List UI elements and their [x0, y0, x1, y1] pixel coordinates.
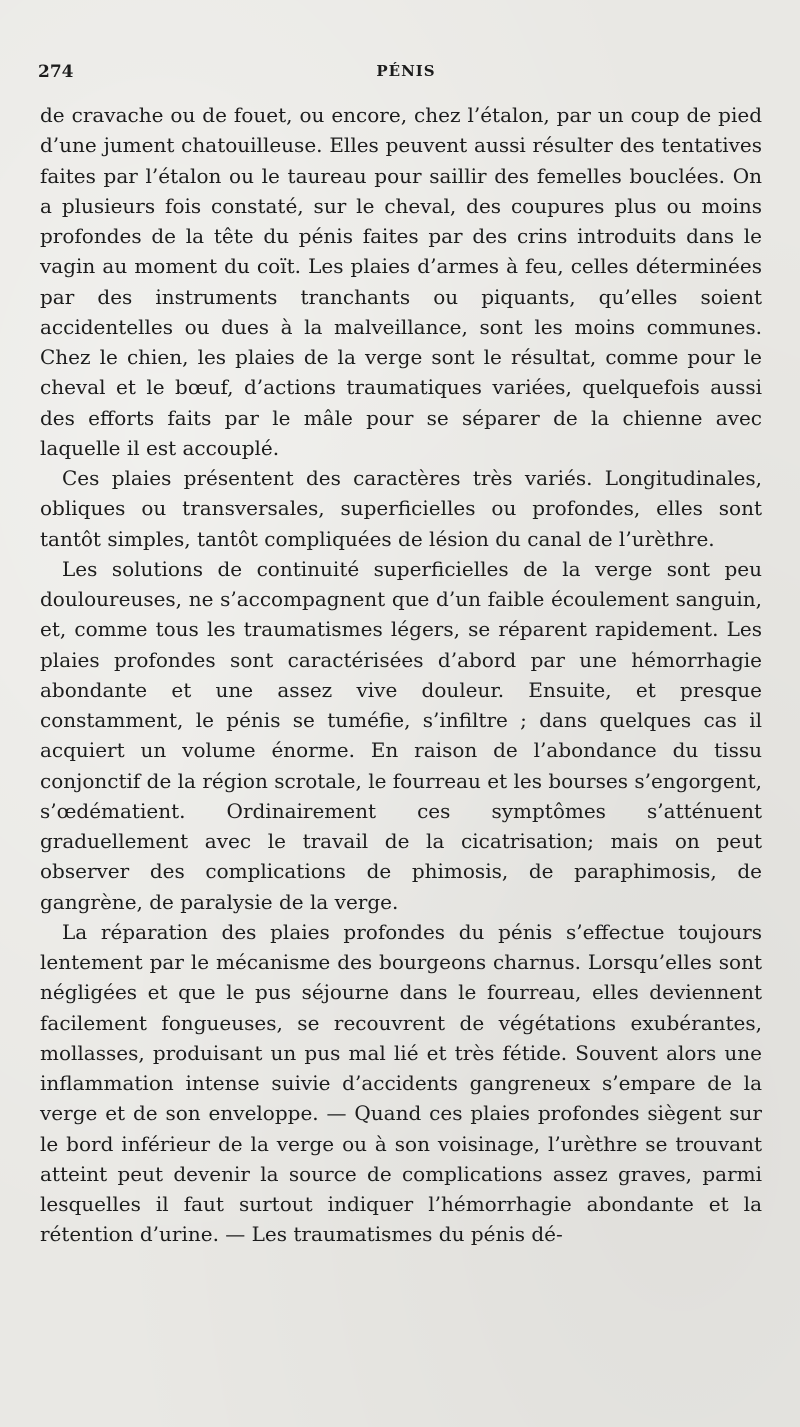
paragraph-symptoms: Les solutions de continuité superficielles de la verge sont peu douloureuses, ne s’accompagnent que d’un faible écoulement sanguin, et, comme tous les traumatismes légers, se réparent rapidement. Les plaies profondes sont caractérisées d’abord par une hémorrhagie abondante et une assez vive douleur. Ensuite, et presque constamment, le pénis se tuméfie, s’infiltre ; dans quelques cas il acquiert un volume énorme. En raison de l’abondance du tissu conjonctif de la région scrotale, le fourreau et les bourses s’engorgent, s’œdématient. Ordinairement ces symptômes s’atténuent graduellement avec le travail de la cicatrisation; mais on peut observer des complications de phimosis, de paraphimosis, de gangrène, de paralysie de la verge. — [40, 556, 762, 914]
paragraph-healing: La réparation des plaies profondes du pénis s’effectue toujours lentement par le mécanisme des bourgeons charnus. Lorsqu’elles sont négligées et que le pus séjourne dans le fourreau, elles deviennent facilement fongueuses, se recouvrent de végétations exubérantes, mollasses, produisant un pus mal lié et très fétide. Souvent alors une inflammation intense suivie d’accidents gangreneux s’empare de la verge et de son enveloppe. — Quand ces plaies profondes siègent sur le bord inférieur de la verge ou à son voisinage, l’urèthre se trouvant atteint peut devenir la source de complications assez graves, parmi lesquelles il faut surtout indiquer l’hémorrhagie abondante et la rétention d’urine. — Les traumatismes du pénis dé- — [40, 919, 762, 1247]
page-number: 274 — [38, 62, 74, 82]
body-text — [40, 100, 762, 1250]
paragraph-wound-types: Ces plaies présentent des caractères très variés. Longitudinales, obliques ou transversales, superficielles ou profondes, elles sont tantôt simples, tantôt compliquées de lésion du canal de l’urèthre. — [40, 466, 762, 551]
running-head — [38, 62, 762, 88]
running-title: PÉNIS — [376, 62, 436, 80]
paragraph-continued: de cravache ou de fouet, ou encore, chez l’étalon, par un coup de pied d’une jument chatouilleuse. Elles peuvent aussi résulter des tentatives faites par l’étalon ou le taureau pour saillir des femelles bouclées. On a plusieurs fois constaté, sur le cheval, des coupures plus ou moins profondes de la tête du pénis faites par des crins introduits dans le vagin au moment du coït. Les plaies d’armes à feu, celles déterminées par des instruments tranchants ou piquants, qu’elles soient accidentelles ou dues à la malveillance, sont les moins communes. Chez le chien, les plaies de la verge sont le résultat, comme pour le cheval et le bœuf, d’actions traumatiques variées, quelquefois aussi des efforts faits par le mâle pour se séparer de la chienne avec laquelle il est accouplé. — [40, 103, 762, 460]
